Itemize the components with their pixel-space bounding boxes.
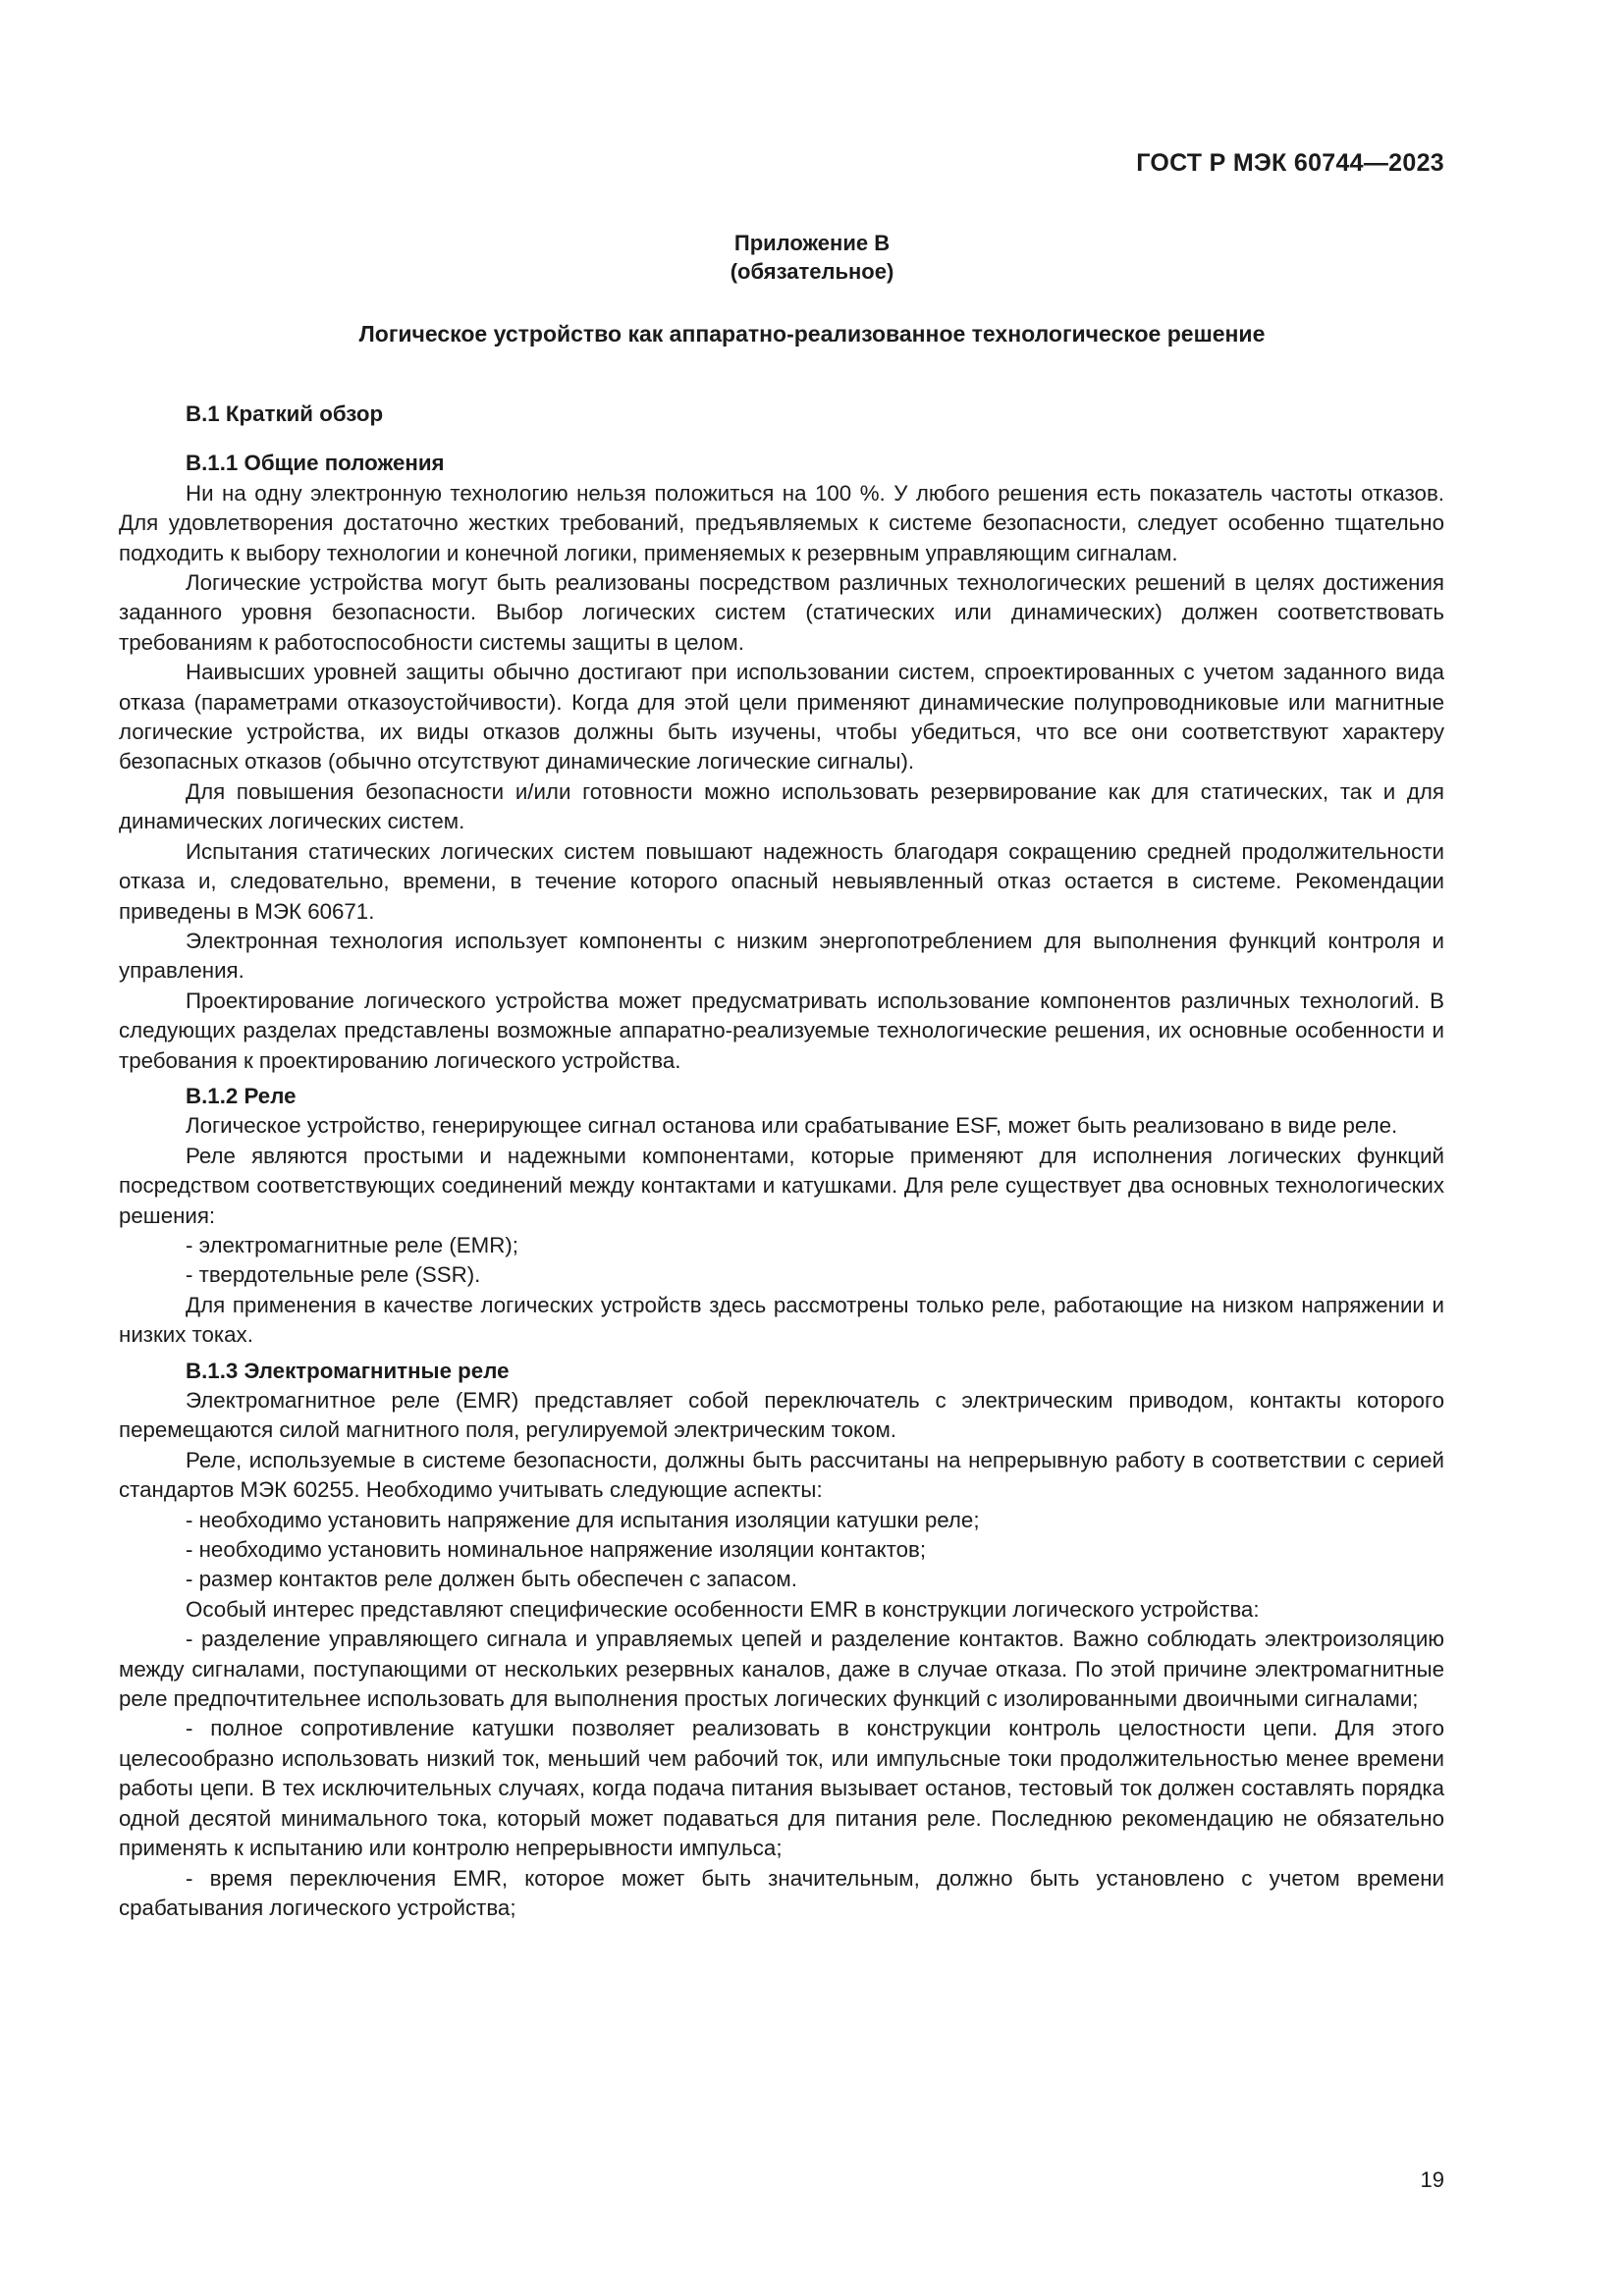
list-item: - полное сопротивление катушки позволяет реализовать в конструкции контроль целостности цепи. Для этого целесообразно использовать низкий ток, меньший чем рабочий ток, или импульсные токи продолжительностью менее времени работы цепи. В тех исключительных случаях, когда подача питания вызывает останов, тестовый ток должен составлять порядка одной десятой минимального тока, который может подаваться для питания реле. Последнюю рекомендацию не обязательно применять к испытанию или контролю непрерывности импульса; [119,1716,1444,1861]
paragraph: Для применения в качестве логических устройств здесь рассмотрены только реле, работающие на низком напряжении и низких токах. [119,1292,1444,1348]
section-heading-b13: B.1.3 Электромагнитные реле [186,1358,510,1383]
paragraph: Электромагнитное реле (EMR) представляет собой переключатель с электрическим приводом, контакты которого перемещаются силой магнитного поля, регулируемой электрическим током. [119,1388,1444,1443]
section-heading-b1: B.1 Краткий обзор [186,401,384,426]
annex-name: Логическое устройство как аппаратно-реализованное технологическое решение [358,321,1266,347]
annex-heading [0,229,1624,286]
paragraph: Для повышения безопасности и/или готовности можно использовать резервирование как для статических, так и для динамических логических систем. [119,778,1444,834]
annex-title: Приложение B [733,231,891,255]
list-item: - электромагнитные реле (EMR); [186,1232,518,1257]
list-item: - необходимо установить напряжение для испытания изоляции катушки реле; [186,1507,980,1532]
list-item: - размер контактов реле должен быть обеспечен с запасом. [186,1567,797,1592]
section-heading-b11: B.1.1 Общие положения [186,451,445,476]
document-body [119,400,1444,1923]
list-item: - разделение управляющего сигнала и управляемых цепей и разделение контактов. Важно соблюдать электроизоляцию между сигналами, поступающими от нескольких резервных каналов, даже в случае отказа. По этой причине электромагнитные реле предпочтительнее использовать для выполнения простых логических функций с изолированными двоичными сигналами; [119,1627,1444,1712]
list-item: - твердотельные реле (SSR). [186,1262,481,1288]
document-code: ГОСТ Р МЭК 60744—2023 [1136,149,1444,177]
annex-status: (обязательное) [730,259,894,284]
paragraph: Электронная технология использует компоненты с низким энергопотреблением для выполнения функций контроля и управления. [119,928,1444,984]
paragraph: Наивысших уровней защиты обычно достигают при использовании систем, спроектированных с учетом заданного вида отказа (параметрами отказоустойчивости). Когда для этой цели применяют динамические полупроводниковые или магнитные логические устройства, их виды отказов должны быть изучены, чтобы убедиться, что все они соответствуют характеру безопасных отказов (обычно отсутствуют динамические логические сигналы). [119,660,1444,774]
section-heading-b12: B.1.2 Реле [186,1083,297,1108]
paragraph: Реле являются простыми и надежными компонентами, которые применяют для исполнения логических функций посредством соответствующих соединений между контактами и катушками. Для реле существует два основных технологических решения: [119,1143,1444,1228]
list-item: - время переключения EMR, которое может быть значительным, должно быть установлено с учетом времени срабатывания логического устройства; [119,1865,1444,1920]
paragraph: Ни на одну электронную технологию нельзя положиться на 100 %. У любого решения есть показатель частоты отказов. Для удовлетворения достаточно жестких требований, предъявляемых к системе безопасности, следует особенно тщательно подходить к выбору технологии и конечной логики, применяемых к резервным управляющим сигналам. [119,480,1444,565]
list-item: - необходимо установить номинальное напряжение изоляции контактов; [186,1537,927,1563]
paragraph: Проектирование логического устройства может предусматривать использование компонентов различных технологий. В следующих разделах представлены возможные аппаратно-реализуемые технологические решения, их основные особенности и требования к проектированию логического устройства. [119,988,1444,1073]
paragraph: Испытания статических логических систем повышают надежность благодаря сокращению средней продолжительности отказа и, следовательно, времени, в течение которого опасный невыявленный отказ остается в системе. Рекомендации приведены в МЭК 60671. [119,838,1444,924]
paragraph: Особый интерес представляют специфические особенности EMR в конструкции логического устройства: [186,1596,1260,1622]
page-number: 19 [1420,2167,1444,2192]
paragraph: Логические устройства могут быть реализованы посредством различных технологических решений в целях достижения заданного уровня безопасности. Выбор логических систем (статических или динамических) должен соответствовать требованиям к работоспособности системы защиты в целом. [119,570,1444,655]
paragraph: Логическое устройство, генерирующее сигнал останова или срабатывание ESF, может быть реализовано в виде реле. [186,1113,1398,1139]
paragraph: Реле, используемые в системе безопасности, должны быть рассчитаны на непрерывную работу в соответствии с серией стандартов МЭК 60255. Необходимо учитывать следующие аспекты: [119,1447,1444,1503]
